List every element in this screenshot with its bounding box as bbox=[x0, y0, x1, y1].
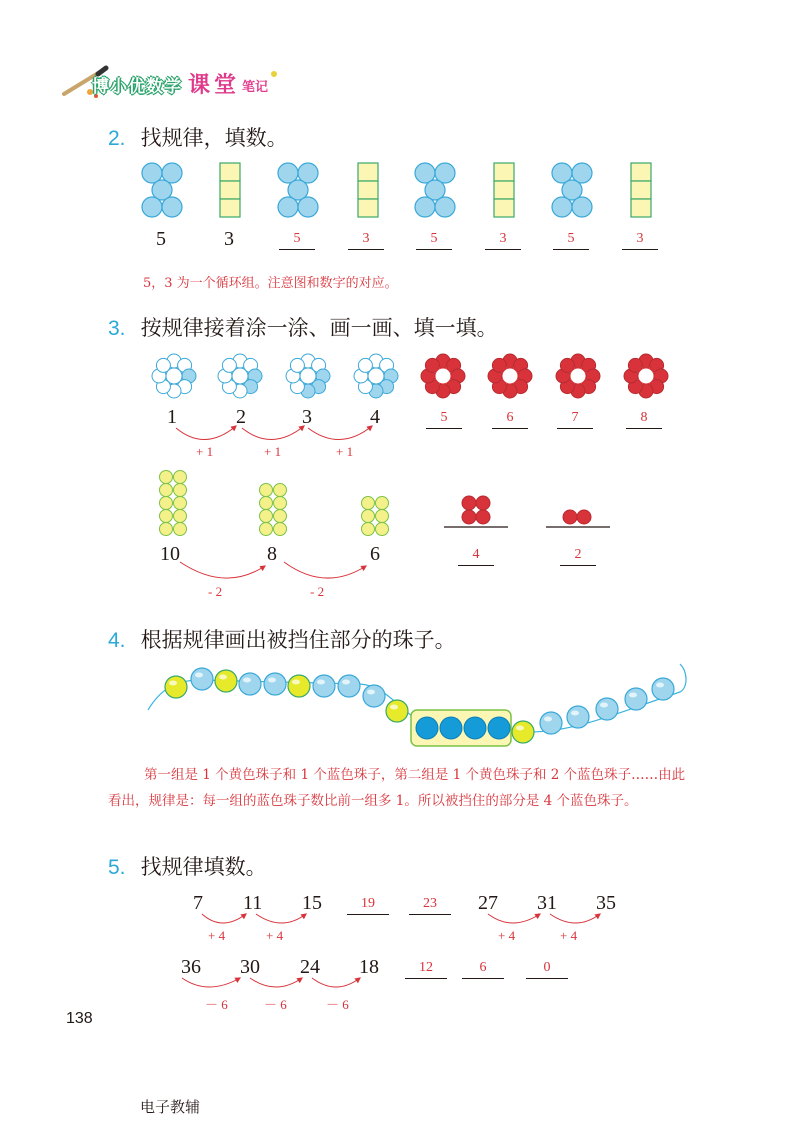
q5-row2-given-4: 18 bbox=[359, 956, 379, 978]
q2-answer-1[interactable]: 5 bbox=[279, 229, 315, 250]
q2-number: 2. bbox=[108, 127, 126, 150]
page-number: 138 bbox=[66, 1010, 93, 1027]
q2-answer-4[interactable]: 3 bbox=[485, 229, 521, 250]
q2-answer-6[interactable]: 3 bbox=[622, 229, 658, 250]
logo-tang: 堂 bbox=[214, 73, 237, 98]
logo-ke: 课 bbox=[188, 73, 211, 98]
q3-row1-given-3: 3 bbox=[302, 406, 312, 428]
q5-row2-answer-1[interactable]: 12 bbox=[405, 958, 447, 979]
q3-step-4: - 2 bbox=[208, 584, 223, 599]
q5-arrow-6 bbox=[250, 978, 302, 987]
q5-row2-given-3: 24 bbox=[300, 956, 320, 978]
q3-title: 按规律接着涂一涂、画一画、填一填。 bbox=[140, 316, 498, 340]
q5-row1-answer-2[interactable]: 23 bbox=[409, 894, 451, 915]
logo-brand: 博小优数学 bbox=[92, 77, 182, 97]
q4-explanation: 第一组是 1 个黄色珠子和 1 个蓝色珠子，第二组是 1 个黄色珠子和 2 个蓝色珠子……由此看出，规律是：每一组的蓝色珠子数比前一组多 1。所以被挡住的部分是 4 个蓝色珠子。 bbox=[108, 767, 686, 809]
q5-row2-given-1: 36 bbox=[181, 956, 201, 978]
q3-row1-answer-4[interactable]: 8 bbox=[626, 408, 662, 429]
q3-step-5: - 2 bbox=[310, 584, 325, 599]
q3-row1-answer-2[interactable]: 6 bbox=[492, 408, 528, 429]
q5-row2-answer-3[interactable]: 0 bbox=[526, 958, 568, 979]
q5-arrow-7 bbox=[312, 978, 360, 987]
q3-step-2: + 1 bbox=[264, 444, 282, 459]
q5-row1-step-1: + 4 bbox=[208, 928, 226, 943]
q5-row1-step-3: + 4 bbox=[498, 928, 516, 943]
q5-arrow-5 bbox=[182, 978, 240, 987]
q5-row1-given-3: 15 bbox=[302, 892, 322, 914]
q5-arrow-2 bbox=[256, 914, 306, 923]
q5-row1-step-4: + 4 bbox=[560, 928, 578, 943]
q3-row2-given-1: 10 bbox=[160, 543, 180, 565]
q3-step-3: + 1 bbox=[336, 444, 354, 459]
q3-row1-answer-3[interactable]: 7 bbox=[557, 408, 593, 429]
q2-given-1: 5 bbox=[156, 228, 166, 250]
q5-row2-step-2: － 6 bbox=[264, 997, 287, 1012]
q5-arrow-1 bbox=[202, 914, 246, 923]
q4-number: 4. bbox=[108, 629, 126, 652]
q5-row2-answer-2[interactable]: 6 bbox=[462, 958, 504, 979]
logo-biji: 笔记 bbox=[242, 80, 269, 95]
q3-row1-given-2: 2 bbox=[236, 406, 246, 428]
q5-arrow-3 bbox=[488, 914, 540, 923]
q2-answer-3[interactable]: 5 bbox=[416, 229, 452, 250]
q5-row1-given-1: 7 bbox=[193, 892, 203, 914]
q5-row1-answer-1[interactable]: 19 bbox=[347, 894, 389, 915]
publisher-mark: 电子教辅 bbox=[140, 1098, 201, 1116]
q5-arrow-4 bbox=[550, 914, 600, 923]
q3-row2-given-2: 8 bbox=[267, 543, 277, 565]
q3-number: 3. bbox=[108, 317, 126, 340]
q3-row2-given-3: 6 bbox=[370, 543, 380, 565]
q3-row2-answer-2[interactable]: 2 bbox=[560, 545, 596, 566]
q3-row1-given-4: 4 bbox=[370, 406, 380, 428]
q5-row2-step-3: － 6 bbox=[326, 997, 349, 1012]
q2-answer-2[interactable]: 3 bbox=[348, 229, 384, 250]
q5-row1-given-4: 27 bbox=[478, 892, 498, 914]
q3-row2-answer-1[interactable]: 4 bbox=[458, 545, 494, 566]
q2-answer-5[interactable]: 5 bbox=[553, 229, 589, 250]
q2-given-2: 3 bbox=[224, 228, 234, 250]
q3-step-1: + 1 bbox=[196, 444, 214, 459]
q3-row1-given-1: 1 bbox=[167, 406, 177, 428]
q5-row2-given-2: 30 bbox=[240, 956, 260, 978]
q5-row1-given-5: 31 bbox=[537, 892, 557, 914]
q3-row1-answer-1[interactable]: 5 bbox=[426, 408, 462, 429]
q5-row1-given-6: 35 bbox=[596, 892, 616, 914]
q5-title: 找规律填数。 bbox=[140, 855, 267, 879]
q5-row1-given-2: 11 bbox=[243, 892, 263, 914]
q2-title: 找规律，填数。 bbox=[140, 126, 288, 150]
q5-number: 5. bbox=[108, 856, 126, 879]
q4-title: 根据规律画出被挡住部分的珠子。 bbox=[140, 628, 456, 652]
q5-row1-step-2: + 4 bbox=[266, 928, 284, 943]
q2-note: 5，3 为一个循环组。注意图和数字的对应。 bbox=[143, 276, 398, 291]
q5-row2-step-1: － 6 bbox=[205, 997, 228, 1012]
